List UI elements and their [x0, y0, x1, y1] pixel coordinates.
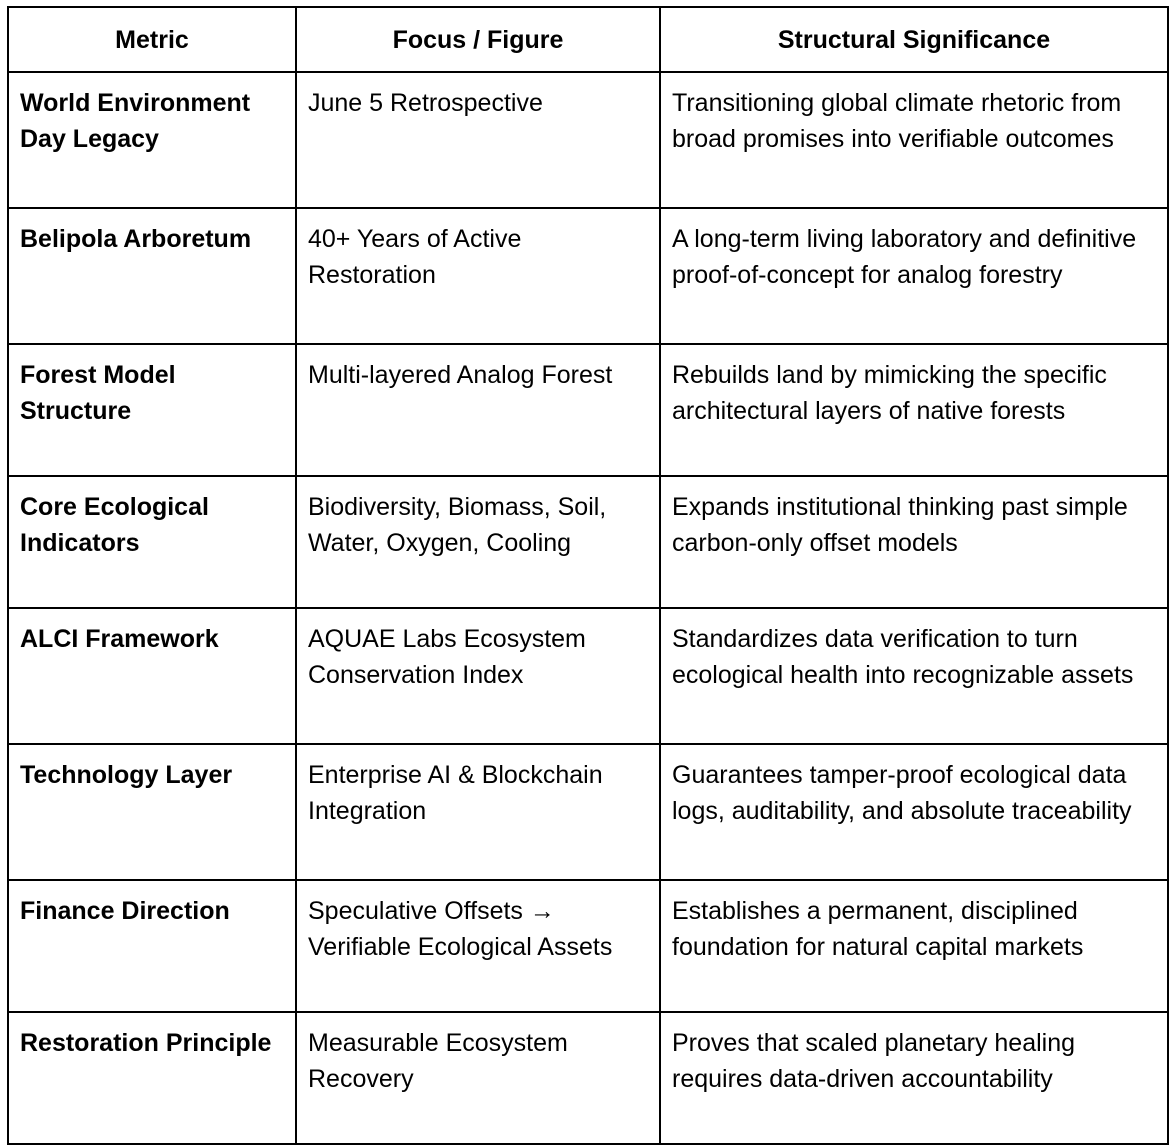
- significance-cell: Guarantees tamper-proof ecological data logs, auditability, and absolute traceability: [660, 744, 1168, 880]
- table-header-row: [8, 7, 1168, 72]
- table-row: [8, 344, 1168, 476]
- focus-cell: Measurable Ecosystem Recovery: [296, 1012, 660, 1144]
- table-row: [8, 1012, 1168, 1144]
- table-row: [8, 208, 1168, 344]
- metric-cell: World Environment Day Legacy: [8, 72, 296, 208]
- focus-cell: Multi-layered Analog Forest: [296, 344, 660, 476]
- significance-cell: Standardizes data verification to turn ecological health into recognizable assets: [660, 608, 1168, 744]
- focus-cell: Speculative Offsets → Verifiable Ecological Assets: [296, 880, 660, 1012]
- significance-cell: Proves that scaled planetary healing requires data-driven accountability: [660, 1012, 1168, 1144]
- metric-cell: Technology Layer: [8, 744, 296, 880]
- table-row: [8, 476, 1168, 608]
- significance-cell: A long-term living laboratory and definitive proof-of-concept for analog forestry: [660, 208, 1168, 344]
- metric-cell: Forest Model Structure: [8, 344, 296, 476]
- table-row: [8, 72, 1168, 208]
- table-row: [8, 744, 1168, 880]
- table-row: [8, 608, 1168, 744]
- metrics-table: [7, 6, 1169, 1145]
- significance-cell: Expands institutional thinking past simple carbon-only offset models: [660, 476, 1168, 608]
- header-focus-figure: Focus / Figure: [296, 7, 660, 72]
- metric-cell: Finance Direction: [8, 880, 296, 1012]
- focus-cell: AQUAE Labs Ecosystem Conservation Index: [296, 608, 660, 744]
- focus-cell: Enterprise AI & Blockchain Integration: [296, 744, 660, 880]
- metric-cell: Belipola Arboretum: [8, 208, 296, 344]
- metric-cell: Core Ecological Indicators: [8, 476, 296, 608]
- metric-cell: ALCI Framework: [8, 608, 296, 744]
- header-structural-significance: Structural Significance: [660, 7, 1168, 72]
- metric-cell: Restoration Principle: [8, 1012, 296, 1144]
- significance-cell: Rebuilds land by mimicking the specific architectural layers of native forests: [660, 344, 1168, 476]
- header-metric: Metric: [8, 7, 296, 72]
- significance-cell: Establishes a permanent, disciplined foundation for natural capital markets: [660, 880, 1168, 1012]
- focus-cell: Biodiversity, Biomass, Soil, Water, Oxygen, Cooling: [296, 476, 660, 608]
- focus-cell: June 5 Retrospective: [296, 72, 660, 208]
- focus-cell: 40+ Years of Active Restoration: [296, 208, 660, 344]
- table-row: [8, 880, 1168, 1012]
- significance-cell: Transitioning global climate rhetoric from broad promises into verifiable outcomes: [660, 72, 1168, 208]
